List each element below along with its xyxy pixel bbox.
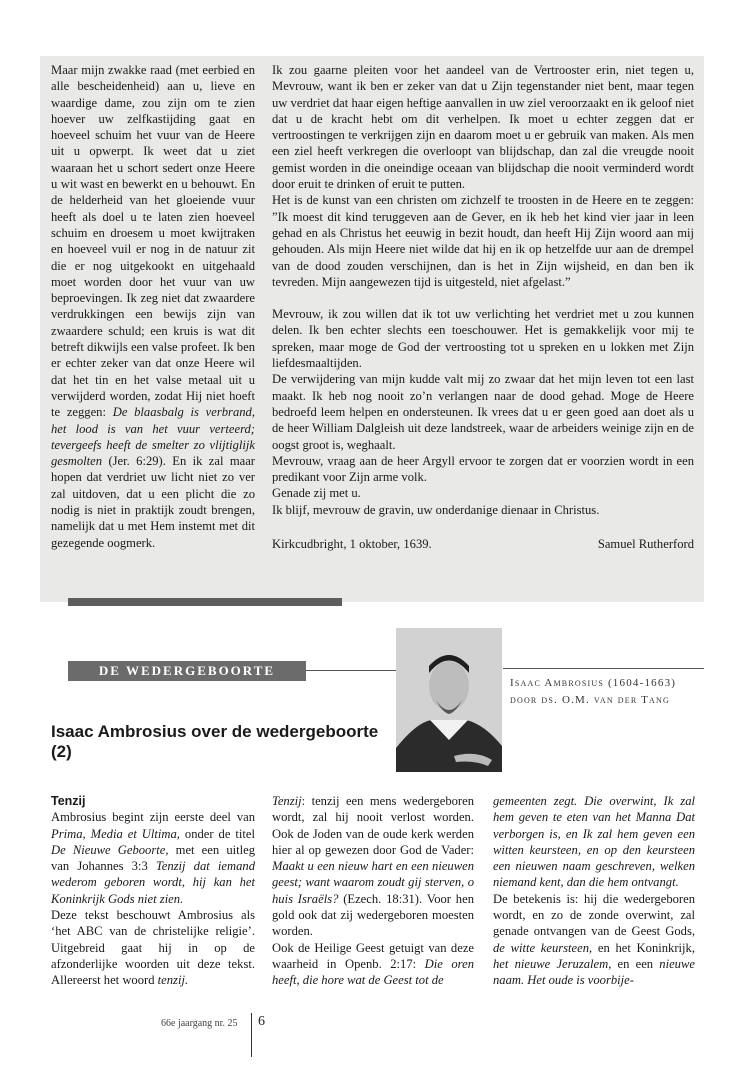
footer-rule [251,1013,252,1057]
portrait-engraving [396,628,502,772]
section-rule [306,670,396,671]
article-paragraph: De betekenis is: hij die wedergeboren wordt, en zo de zonde overwint, zal genade ontvangen van de Geest Gods, de witte keursteen, en het Koninkrijk, het nieuwe Jeruzalem, en een nieuwe naam. Het oude is voorbije- [493,891,695,988]
article-title: Isaac Ambrosius over de wedergeboorte (2) [51,722,379,761]
article-paragraph: gemeenten zegt. Die overwint, Ik zal hem geven te eten van het Manna Dat verborgen is, en Ik zal hem geven een witten keursteen, en op den keursteen een nieuwen naam geschreven, welken niemand kent, dan die hem ontvangt. [493,794,695,890]
signature-line [272,536,694,552]
letter-paragraph-6: Genade zij met u. [272,486,361,501]
letter-paragraph-5: Mevrouw, vraag aan de heer Argyll ervoor te zorgen dat er voorzien wordt in een predikant voor Zijn arme volk. [272,453,694,485]
author-rule [503,668,704,669]
article-paragraph: Tenzij: tenzij een mens wedergeboren wordt, zal hij nooit verlost worden. Ook de Joden van de oude kerk werden hier al op gewezen door God de Vader: Maakt u een nieuw hart en een nieuwen geest; want waarom zoudt gij sterven, o huis Israëls? (Ezech. 18:31). Voor hen gold ook dat zij wedergeboren moesten worden. [272,794,474,939]
letter-paragraph-4: De verwijdering van mijn kudde valt mij zo zwaar dat het mijn leven tot een last maakt. Ik heb nog nooit zo’n verlangen naar de dood gehad. Moge de Heere bedroefd leem helpen en ondersteunen. Ik vrees dat u er geen goed aan doet als u de heer William Dalgleish uit deze landstreek, waar de arbeiders weinige zijn en de oogst groot is, weghaalt. [272,372,694,452]
letter-right-column [272,62,694,552]
author-name: Isaac Ambrosius (1604-1663) [510,677,677,689]
article-column-3 [493,793,695,989]
page-number: 6 [258,1014,265,1029]
letter-paragraph-3: Mevrouw, ik zou willen dat ik tot uw verlichting het verdriet met u zou kunnen delen. Ik ben echter slechts een toeschouwer. Het is gemakkelijk voor mij te spreken, maar moge de God der vertroosting tot u spreken en u lokken met Zijn liefdesmaaltijden. [272,307,694,371]
article-paragraph: Deze tekst beschouwt Ambrosius als ‘het ABC van de christelijke religie’. Uitgebreid gaat hij in op de afzonderlijke woorden uit deze tekst. Allereerst het woord tenzij. [51,908,255,988]
place-date: Kirkcudbright, 1 oktober, 1639. [272,537,432,552]
letter-left-column [51,62,255,551]
article-paragraph: Ambrosius begint zijn eerste deel van Prima, Media et Ultima, onder de titel De Nieuwe Geboorte, met een uitleg van Johannes 3:3 Tenzij dat iemand wederom geboren wordt, hij kan het Koninkrijk Gods niet zien. [51,810,255,906]
divider-bar [68,598,342,606]
author-credit [510,675,706,709]
subhead: Tenzij [51,794,86,808]
article-column-2 [272,793,474,989]
article-column-1 [51,793,255,989]
letter-left-paragraph: Maar mijn zwakke raad (met eerbied en alle bescheidenheid) aan u, lieve en waardige dame, zou zijn om te zien hoever uw zelfkastijding gaat en hoeveel schuim het vuur van de Heere uit u opwerpt. Ik weet dat u ziet waaraan het u schort sedert onze Heere u wit wast en bewerkt en u behouwt. En de helderheid van het gloeiende vuur heeft als doel u te laten zien hoeveel schuim en droesem u moet kwijtraken en hoeveel vuil er nog in de natuur zit die er nog uitgekookt en uitgehaald moet worden door het vuur van uw beproevingen. Ik zeg niet dat zwaardere verdrukkingen een bewijs zijn van zwaardere schuld; een kruis is wat dit betreft dikwijls een valse profeet. Ik ben er echter zeker van dat onze Heere wil dat het tin en het valse metaal uit u verwijderd worden, zodat Hij niet hoeft te zeggen: De blaasbalg is verbrand, het lood is van het vuur verteerd; tevergeefs heeft de smelter zo vlijtiglijk gesmolten (Jer. 6:29). En ik zal maar hopen dat verdriet uw licht niet zo ver zal uitdoven, dat u een plicht die zo nodig is niet in praktijk zoudt brengen, namelijk dat u met Hem instemt met dit gezegende oogmerk. [51,63,255,550]
letter-paragraph-1: Ik zou gaarne pleiten voor het aandeel van de Vertrooster erin, niet tegen u, Mevrouw, want ik ben er zeker van dat u Zijn tegenstander niet bent, maar tegen uw verdriet dat haar eigen heftige aanvallen in uw ziel veroorzaakt en ik geloof niet dat u de kracht hebt om dit verhelpen. Ik moet u echter zeggen dat er vertroostingen te verkrijgen zijn en daarom moet u er gebruik van maken. Als men een ziel heeft verkregen die overloopt van blijdschap, dan zal die vreugde nooit gemist worden in die oneindige oceaan van blijdschap die nooit verminderd wordt door eruit te drinken of eruit te putten. [272,63,694,192]
article-paragraph: Ook de Heilige Geest getuigt van deze waarheid in Openb. 2:17: Die oren heeft, die hore wat de Geest tot de [272,940,474,988]
author-byline: door ds. O.M. van der Tang [510,694,670,706]
footer-journal: 66e jaargang nr. 25 [161,1018,238,1029]
section-tag: DE WEDERGEBOORTE [68,661,306,681]
letter-paragraph-7: Ik blijf, mevrouw de gravin, uw onderdanige dienaar in Christus. [272,502,600,517]
letter-paragraph-2: Het is de kunst van een christen om zichzelf te troosten in de Heere en te zeggen: ”Ik moest dit kind teruggeven aan de Gever, en ik heb het kind vier jaar in leen gehad en als Christus het eeuwig in bezit houdt, dan heeft Hij Zijn woord aan mij gehouden. Als mijn Heere niet wilde dat hij en ik op hetzelfde uur aan de drempel van de dood zouden verschijnen, dan is het in Zijn wijsheid, en dan ben ik tevreden. Mijn aangewezen tijd is uitgesteld, niet afgelast.” [272,193,694,289]
signature: Samuel Rutherford [597,537,694,552]
